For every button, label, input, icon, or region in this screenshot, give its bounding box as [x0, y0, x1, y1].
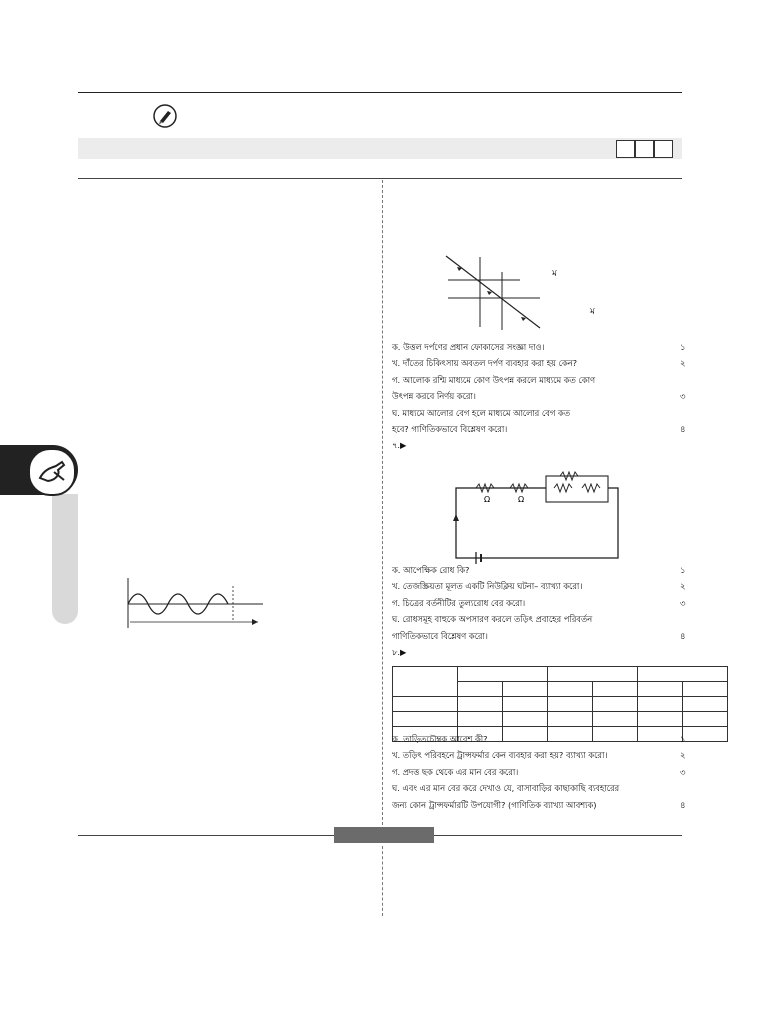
question-line: গাণিতিকভাবে বিশ্লেষণ করো।: [392, 630, 488, 641]
question-mark: ১: [680, 734, 686, 744]
question-line: ক. তাড়িতচৌম্বক আবেশ কী?: [392, 734, 488, 744]
pen-icon: [152, 103, 178, 129]
table-subheader: [593, 682, 638, 697]
question-mark: ২: [680, 581, 686, 592]
table-cell: [638, 697, 683, 712]
answer-banner: [334, 827, 434, 843]
question-mark: ২: [680, 358, 686, 369]
circuit-figure: [448, 468, 628, 564]
side-tab-strip: [52, 494, 78, 624]
table-subheader: [458, 682, 503, 697]
question-mark: ৩: [680, 391, 686, 402]
question-line: খ. তেজস্ক্রিয়তা মূলত একটি নিউক্লিয় ঘটনা– ব্যাখ্যা করো।: [392, 581, 583, 592]
table-cell: [503, 712, 548, 727]
table-row-header: [393, 667, 458, 697]
table-cell: [548, 727, 593, 742]
question-mark: ১: [680, 565, 686, 575]
question-line: গ. চিত্রের বর্তনীটির তুল্যরোধ বের করো।: [392, 597, 526, 608]
answer-rule-left: [78, 835, 334, 836]
table-cell: [638, 712, 683, 727]
table-cell: [503, 697, 548, 712]
table-subheader: [638, 682, 683, 697]
question-line: গ. প্রদত্ত ছক থেকে এর মান বের করো।: [392, 766, 519, 777]
table-subheader: [683, 682, 728, 697]
svg-text:Ω: Ω: [484, 495, 491, 504]
table-cell: [548, 697, 593, 712]
table-cell: [593, 727, 638, 742]
table-group-turns: [548, 667, 638, 682]
question-line: হবে? গাণিতিকভাবে বিশ্লেষণ করো।: [392, 424, 508, 434]
answer-divider: [382, 846, 383, 916]
svg-text:Ω: Ω: [518, 495, 525, 504]
question-line: ৭.▶: [392, 440, 407, 451]
table-cell: [503, 727, 548, 742]
question-line: খ. তড়িৎ পরিবহনে ট্রান্সফর্মার কেন ব্যবহার করা হয়? ব্যাখ্যা করো।: [392, 750, 608, 761]
table-cell: [548, 712, 593, 727]
info-rule: [78, 178, 682, 179]
svg-text:ম: ম: [590, 307, 595, 317]
table-group-voltage: [638, 667, 728, 682]
question-line: ঘ. মাধ্যমে আলোর বেগ হলে মাধ্যমে আলোর বেগ কত: [392, 407, 570, 418]
table-group-current: [458, 667, 548, 682]
subject-code-digit: [616, 140, 635, 158]
table-cell: [683, 727, 728, 742]
table-cell: [683, 712, 728, 727]
wave-figure: [118, 576, 268, 632]
question-line: ৮.▶: [392, 647, 407, 657]
question-mark: ২: [680, 750, 686, 761]
question-line: ঘ. এবং এর মান বের করে দেখাও যে, বাসাবাড়ির কাছাকাছি ব্যবহারের: [392, 783, 620, 794]
table-cell: [593, 712, 638, 727]
question-mark: ৪: [680, 424, 686, 434]
table-cell: [393, 712, 458, 727]
subject-code-digit: [654, 140, 673, 158]
column-divider: [382, 180, 383, 830]
header-rule: [78, 92, 682, 93]
table-cell: [638, 727, 683, 742]
question-mark: ৩: [680, 597, 686, 608]
question-mark: ৪: [680, 630, 686, 641]
table-cell: [458, 712, 503, 727]
question-line: ঘ. রোধসমূহ বাহুকে অপসারণ করলে তড়িৎ প্রবাহের পরিবর্তন: [392, 614, 593, 625]
question-mark: ১: [680, 342, 686, 352]
table-subheader: [503, 682, 548, 697]
hand-pen-icon: [28, 448, 76, 496]
answer-rule-right: [434, 835, 682, 836]
question-line: উৎপন্ন করবে নির্ণয় করো।: [392, 391, 476, 402]
question-line: গ. আলোক রশ্মি মাধ্যমে কোণ উৎপন্ন করলে মাধ্যমে কত কোণ: [392, 374, 596, 385]
table-cell: [393, 697, 458, 712]
question-line: খ. দাঁতের চিকিৎসায় অবতল দর্পণ ব্যবহার করা হয় কেন?: [392, 358, 578, 369]
table-subheader: [548, 682, 593, 697]
table-cell: [458, 697, 503, 712]
question-mark: ৪: [680, 799, 686, 810]
table-cell: [593, 697, 638, 712]
table-cell: [683, 697, 728, 712]
question-line: ক. আপেক্ষিক রোধ কি?: [392, 565, 470, 575]
question-line: জন্য কোন ট্রান্সফর্মারটি উপযোগী? (গাণিতিক ব্যাখ্যা আবশ্যক): [392, 799, 597, 810]
question-mark: ৩: [680, 766, 686, 777]
svg-text:ম: ম: [552, 269, 557, 279]
question-line: ক. উত্তল দর্পণের প্রধান ফোকাসের সংজ্ঞা দাও।: [392, 342, 545, 352]
subject-code-digit: [635, 140, 654, 158]
transformer-table: [392, 666, 728, 742]
refraction-figure: [440, 252, 610, 332]
college-bar: [78, 138, 682, 159]
